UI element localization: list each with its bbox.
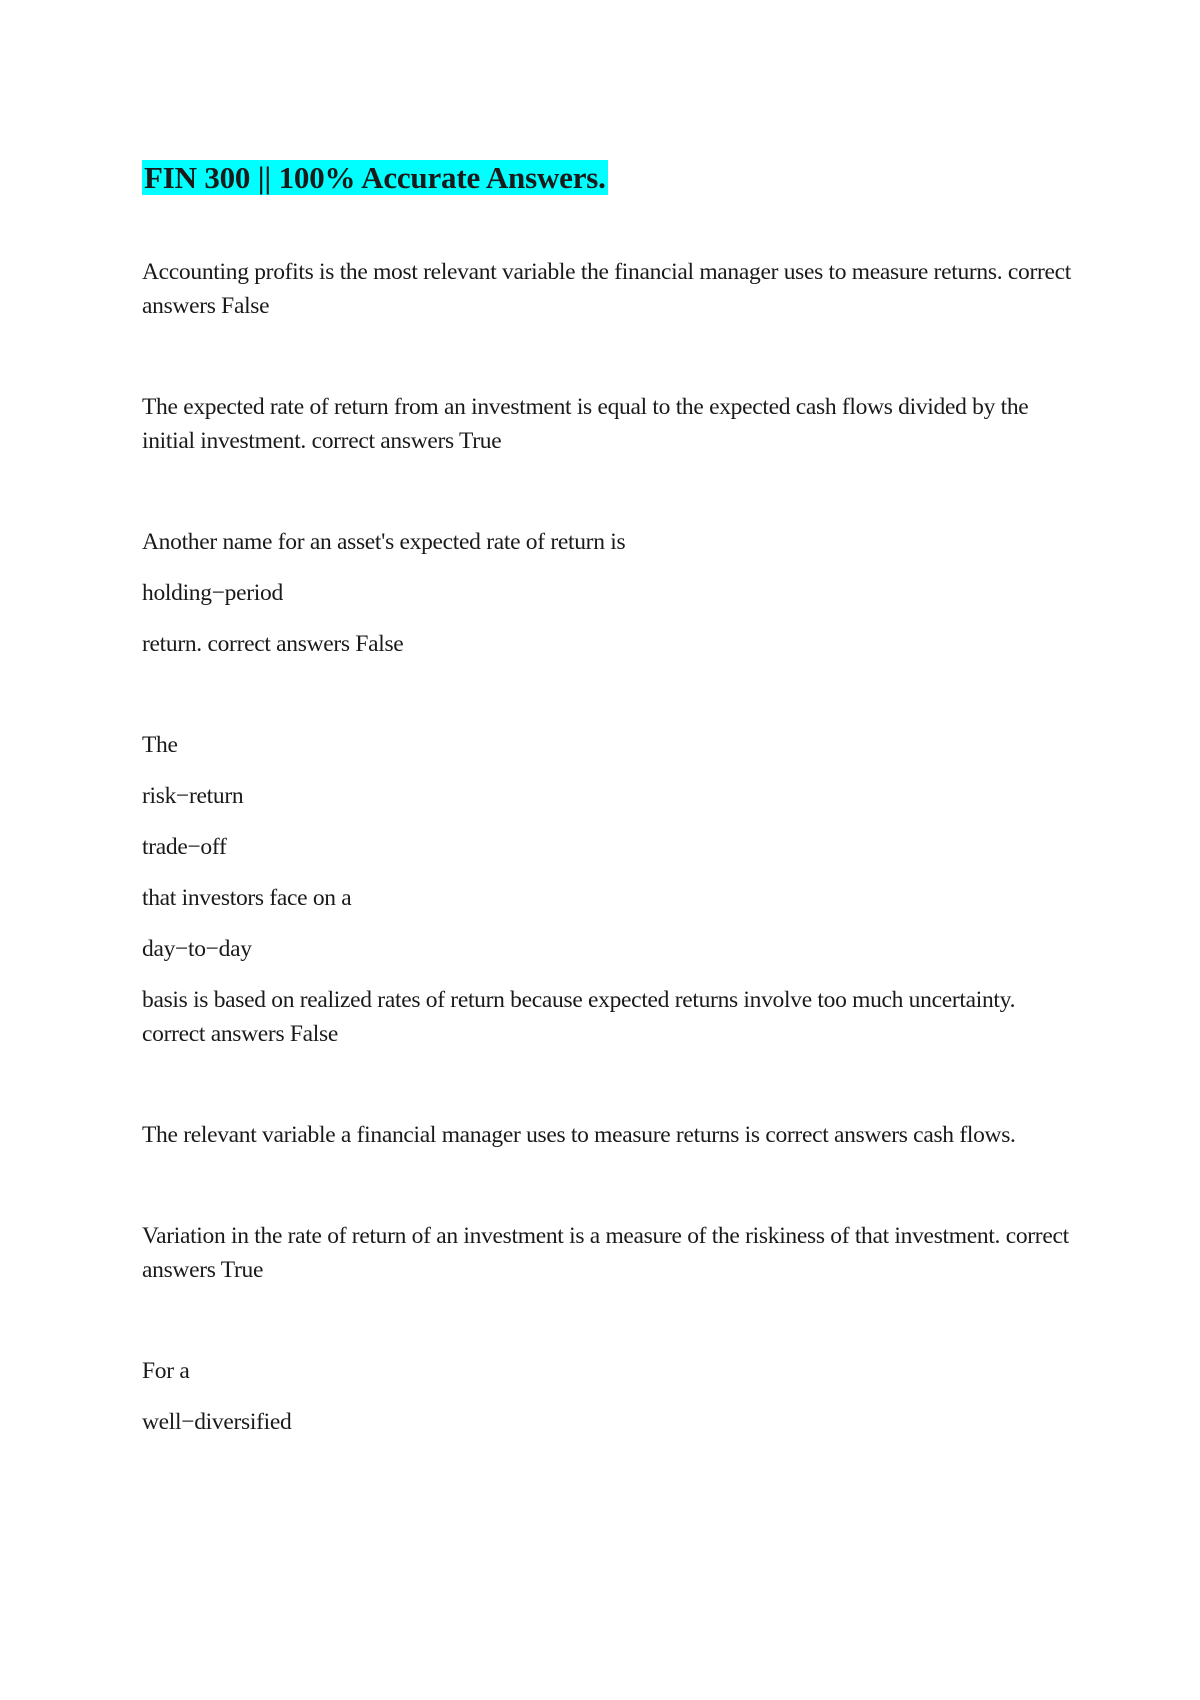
qa-item: [142, 728, 1072, 1051]
title-line: [142, 158, 1072, 204]
document-content: [142, 158, 1072, 1439]
spacer: [142, 1287, 1072, 1354]
qa-item: [142, 255, 1072, 323]
spacer: [142, 1051, 1072, 1118]
paragraph: return. correct answers False: [142, 631, 404, 657]
paragraph: risk−return: [142, 783, 244, 809]
qa-item: [142, 390, 1072, 458]
paragraph: Another name for an asset's expected rate of return is: [142, 529, 626, 555]
paragraph: holding−period: [142, 580, 283, 606]
spacer: [142, 323, 1072, 390]
paragraph: that investors face on a: [142, 885, 352, 911]
qa-item: [142, 525, 1072, 661]
paragraph: For a: [142, 1358, 190, 1384]
paragraph: day−to−day: [142, 936, 252, 962]
paragraph: well−diversified: [142, 1409, 292, 1435]
spacer: [142, 1152, 1072, 1219]
paragraph: The expected rate of return from an investment is equal to the expected cash flows divided by the initial investment. correct answers True: [142, 394, 1029, 454]
qa-item: [142, 1354, 1072, 1439]
qa-item: [142, 1118, 1072, 1152]
paragraph: Variation in the rate of return of an investment is a measure of the riskiness of that investment. correct answers True: [142, 1223, 1069, 1283]
paragraph: The relevant variable a financial manager uses to measure returns is correct answers cash flows.: [142, 1122, 1016, 1148]
spacer: [142, 458, 1072, 525]
paragraph: trade−off: [142, 834, 227, 860]
qa-item: [142, 1219, 1072, 1287]
paragraph: basis is based on realized rates of return because expected returns involve too much uncertainty. correct answers False: [142, 987, 1016, 1047]
paragraph: The: [142, 732, 178, 758]
spacer: [142, 661, 1072, 728]
document-title: FIN 300 || 100% Accurate Answers.: [144, 160, 606, 195]
paragraph: Accounting profits is the most relevant variable the financial manager uses to measure returns. correct answers False: [142, 259, 1071, 319]
